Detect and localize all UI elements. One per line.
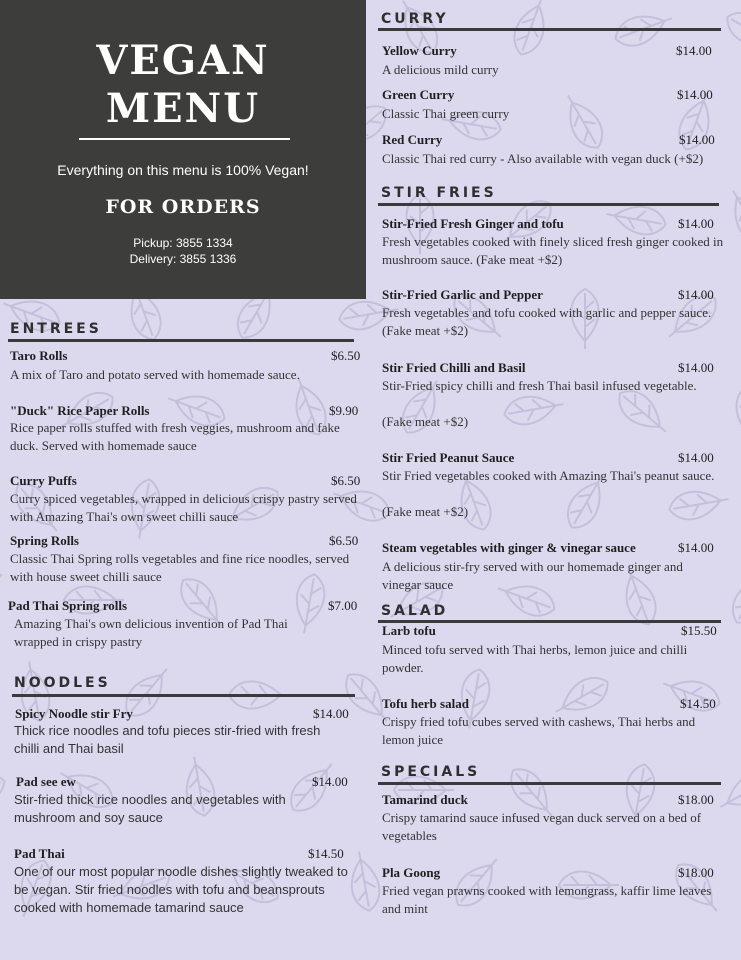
pickup-phone: Pickup: 3855 1334 [133, 236, 233, 250]
header-box [0, 0, 366, 299]
curry-name: Red Curry [382, 132, 443, 147]
stir-fry-note: (Fake meat +$2) [382, 504, 469, 519]
noodle-desc: Thick rice noodles and tofu pieces stir-fried with fresh chilli and Thai basil [14, 723, 321, 756]
curry-price: $14.00 [679, 132, 715, 147]
stir-fry-price: $14.00 [678, 540, 714, 555]
stir-fry-desc: Stir Fried vegetables cooked with Amazing Thai's peanut sauce. [382, 468, 715, 483]
special-price: $18.00 [678, 865, 714, 880]
entree-price: $6.50 [329, 533, 359, 548]
special-desc: Crispy tamarind sauce infused vegan duck served on a bed of vegetables [382, 810, 702, 843]
salad-desc: Minced tofu served with Thai herbs, lemon juice and chilli powder. [382, 642, 688, 675]
special-name: Pla Goong [382, 865, 441, 880]
salad-section-title: SALAD [381, 603, 449, 619]
entree-desc: A mix of Taro and potato served with homemade sauce. [10, 367, 300, 382]
specials-rule [378, 782, 721, 785]
stir-fry-price: $14.00 [678, 216, 714, 231]
entree-desc: Amazing Thai's own delicious invention of Pad Thai wrapped in crispy pastry [14, 616, 288, 649]
entree-price: $6.50 [331, 348, 361, 363]
stir-fry-note: (Fake meat +$2) [382, 414, 469, 429]
orders-heading: FOR ORDERS [105, 196, 261, 218]
noodle-desc: One of our most popular noodle dishes slightly tweaked to be vegan. Stir fried noodles with tofu and beansprouts cooked with homemade tamarind sauce [14, 864, 348, 915]
entree-price: $9.90 [329, 403, 359, 418]
entree-name: Pad Thai Spring rolls [8, 598, 128, 613]
curry-name: Green Curry [382, 87, 455, 102]
noodle-desc: Stir-fried thick rice noodles and vegetables with mushroom and soy sauce [14, 792, 286, 825]
stir-fry-price: $14.00 [678, 450, 714, 465]
stir-fry-desc: Fresh vegetables and tofu cooked with garlic and pepper sauce. (Fake meat +$2) [382, 305, 712, 338]
special-price: $18.00 [678, 792, 714, 807]
curry-section-title: CURRY [381, 11, 449, 27]
entree-desc: Classic Thai Spring rolls vegetables and fine rice noodles, served with house sweet chilli sauce [10, 551, 350, 584]
curry-desc: Classic Thai green curry [382, 106, 510, 121]
stir-fry-name: Stir Fried Chilli and Basil [382, 360, 526, 375]
entree-price: $7.00 [328, 598, 358, 613]
curry-desc: A delicious mild curry [382, 62, 499, 77]
menu-title-line-1: VEGAN [96, 37, 270, 84]
specials-section-title: SPECIALS [381, 764, 481, 780]
entree-desc: Curry spiced vegetables, wrapped in delicious crispy pastry served with Amazing Thai's own sweet chilli sauce [10, 491, 357, 524]
stir-fry-name: Stir Fried Peanut Sauce [382, 450, 515, 465]
stir-fry-name: Steam vegetables with ginger & vinegar sauce [382, 540, 636, 555]
salad-name: Larb tofu [382, 623, 436, 638]
entree-desc: Rice paper rolls stuffed with fresh veggies, mushroom and fake duck. Served with homemade sauce [10, 420, 340, 453]
entree-name: Curry Puffs [10, 473, 77, 488]
noodles-rule [12, 694, 355, 697]
entree-name: Taro Rolls [10, 348, 68, 363]
stir-fry-desc: Stir-Fried spicy chilli and fresh Thai basil infused vegetable. [382, 378, 697, 393]
noodle-price: $14.00 [312, 774, 348, 789]
stir-fries-rule [378, 203, 719, 206]
stir-fry-price: $14.00 [678, 287, 714, 302]
entrees-section-title: ENTREES [10, 321, 102, 337]
salad-desc: Crispy fried tofu cubes served with cashews, Thai herbs and lemon juice [382, 714, 696, 747]
curry-desc: Classic Thai red curry - Also available with vegan duck (+$2) [382, 151, 704, 166]
stir-fry-desc: A delicious stir-fry served with our homemade ginger and vinegar sauce [382, 559, 683, 592]
stir-fries-section-title: STIR FRIES [381, 185, 497, 201]
entree-name: Spring Rolls [10, 533, 79, 548]
stir-fry-name: Stir-Fried Fresh Ginger and tofu [382, 216, 564, 231]
special-desc: Fried vegan prawns cooked with lemongrass, kaffir lime leaves and mint [382, 883, 712, 916]
noodle-price: $14.00 [313, 706, 349, 721]
entrees-rule [8, 339, 354, 342]
curry-price: $14.00 [677, 87, 713, 102]
salad-price: $14.50 [680, 696, 716, 711]
entree-price: $6.50 [331, 473, 361, 488]
salad-price: $15.50 [681, 623, 717, 638]
salad-name: Tofu herb salad [382, 696, 469, 711]
title-divider [79, 138, 290, 140]
stir-fry-desc: Fresh vegetables cooked with finely sliced fresh ginger cooked in mushroom sauce. (Fake meat +$2) [382, 234, 724, 267]
menu-title-line-2: MENU [105, 85, 261, 132]
noodle-name: Spicy Noodle stir Fry [15, 706, 133, 721]
curry-rule [378, 28, 721, 31]
entree-name: "Duck" Rice Paper Rolls [10, 403, 150, 418]
special-name: Tamarind duck [382, 792, 468, 807]
stir-fry-name: Stir-Fried Garlic and Pepper [382, 287, 543, 302]
delivery-phone: Delivery: 3855 1336 [129, 252, 237, 266]
curry-price: $14.00 [676, 43, 712, 58]
noodle-name: Pad Thai [14, 846, 65, 861]
noodle-name: Pad see ew [16, 774, 76, 789]
curry-name: Yellow Curry [382, 43, 457, 58]
noodle-price: $14.50 [308, 846, 344, 861]
tagline: Everything on this menu is 100% Vegan! [57, 162, 309, 178]
stir-fry-price: $14.00 [678, 360, 714, 375]
noodles-section-title: NOODLES [14, 675, 111, 691]
